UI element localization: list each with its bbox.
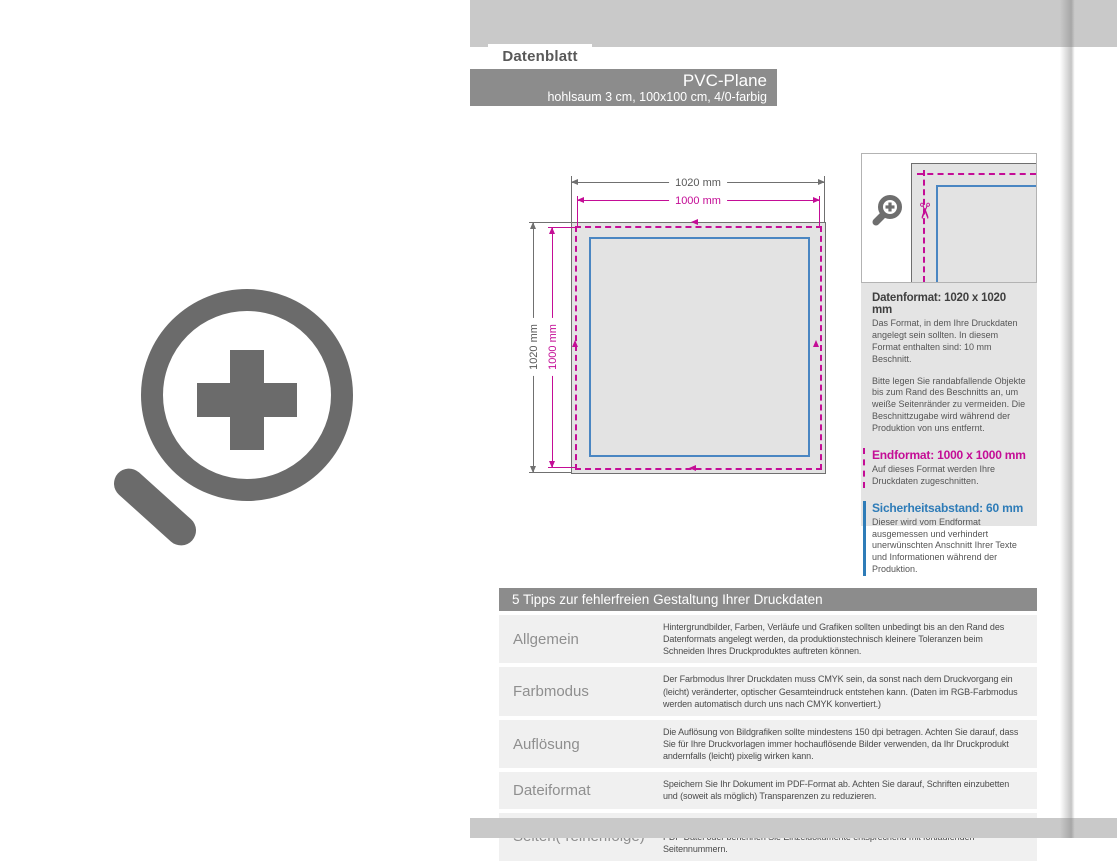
tip-label: Auflösung: [513, 735, 580, 753]
scissors-icon: ✂: [912, 201, 937, 221]
arrowhead: [818, 179, 825, 185]
datenformat-text: Bitte legen Sie randabfallende Objekte bis zum Rand des Beschnitts an, um weiße Seitenränder zu vermeiden. Die Beschnittzugabe wird während der Produktion von uns entfernt.: [872, 375, 1026, 433]
table-row: [499, 772, 1037, 808]
detail-endformat-dashed-line: [917, 173, 1036, 175]
cut-mark: [691, 219, 698, 225]
tips-table-title: 5 Tipps zur fehlerfreien Gestaltung Ihrer Druckdaten: [499, 588, 1037, 611]
arrowhead: [549, 461, 555, 468]
bottom-strip: [470, 818, 1117, 838]
format-info-panel: [861, 283, 1037, 575]
table-row: [499, 720, 1037, 768]
datenformat-text: Das Format, in dem Ihre Druckdaten angelegt sein sollten. In diesem Format enthalten sind: 10 mm Beschnitt.: [872, 318, 1018, 364]
product-title: PVC-Plane: [682, 71, 767, 90]
zoom-in-icon: [868, 192, 906, 235]
arrowhead: [813, 197, 820, 203]
tip-label: Dateiformat: [513, 781, 591, 799]
dimension-label-width-outer: 1020 mm: [669, 177, 727, 189]
sicherheitsabstand-text: Dieser wird vom Endformat ausgemessen und verhindert unerwünschten Anschnitt Ihrer Texte und Informationen während der Produktion.: [872, 516, 1017, 575]
top-strip: [470, 0, 1117, 47]
tip-text: Die Auflösung von Bildgrafiken sollte mindestens 150 dpi betragen. Achten Sie darauf, dass Sie für Ihre Druckvorlagen immer hochauflösende Bilder verwenden, da Ihr Druckprodukt andernfalls (leicht) pixelig wirken kann.: [663, 726, 1019, 762]
dimension-label-height-outer: 1020 mm: [528, 318, 540, 376]
tip-text: Hintergrundbilder, Farben, Verläufe und Grafiken sollten unbedingt bis an den Rand des Datenformats angelegt werden, da produktionstechnisch kleinere Toleranzen beim Schneiden Ihres Druckproduktes auftreten können.: [663, 622, 1005, 657]
endformat-section: [863, 448, 1028, 488]
tip-text: Seitennummern.: [663, 843, 728, 854]
endformat-title: Endformat: 1000 x 1000 mm: [872, 447, 1026, 462]
tip-label: Allgemein: [513, 630, 579, 648]
detail-endformat-dashed-line: [923, 170, 925, 282]
arrowhead: [577, 197, 584, 203]
endformat-text: Auf dieses Format werden Ihre Druckdaten zugeschnitten.: [872, 463, 996, 486]
arrowhead: [530, 222, 536, 229]
tip-text: Der Farbmodus Ihrer Druckdaten muss CMYK sein, da sonst nach dem Druckvorgang ein (leicht) veränderter, optischer Gesamteindruck entstehen kann. (Daten im RGB-Farbmodus werden automatisch durch uns nach CMYK konvertiert.): [663, 674, 1018, 709]
datenformat-section: [872, 292, 1028, 435]
dimension-label-height-inner: 1000 mm: [547, 318, 559, 376]
table-row: [499, 667, 1037, 715]
arrowhead: [549, 227, 555, 234]
dimension-label-width-inner: 1000 mm: [669, 195, 727, 207]
preview-panel: [0, 0, 470, 838]
tip-label: Farbmodus: [513, 683, 589, 701]
cut-mark: [689, 465, 696, 471]
sicherheitsabstand-title: Sicherheitsabstand: 60 mm: [872, 500, 1024, 515]
arrowhead: [571, 179, 578, 185]
product-subtitle: hohlsaum 3 cm, 100x100 cm, 4/0-farbig: [547, 90, 767, 104]
corner-detail-inset: [861, 153, 1037, 283]
plus-icon: [230, 350, 264, 450]
cut-mark: [572, 340, 578, 347]
table-row: [499, 615, 1037, 663]
datenformat-title: Datenformat: 1020 x 1020 mm: [872, 292, 1006, 316]
page-edge-shadow: [1060, 0, 1076, 838]
product-header: [470, 69, 777, 106]
arrowhead: [530, 466, 536, 473]
safety-area-border: [589, 237, 810, 457]
sicherheitsabstand-section: [863, 501, 1028, 576]
tab-datenblatt[interactable]: Datenblatt: [488, 44, 592, 69]
detail-safety-line: [936, 185, 1036, 187]
tip-text: Speichern Sie Ihr Dokument im PDF-Format ab. Achten Sie darauf, Schriften einzubetten und (soweit als möglich) Transparenzen zu reduzieren.: [663, 779, 1010, 802]
cut-mark: [813, 340, 819, 347]
